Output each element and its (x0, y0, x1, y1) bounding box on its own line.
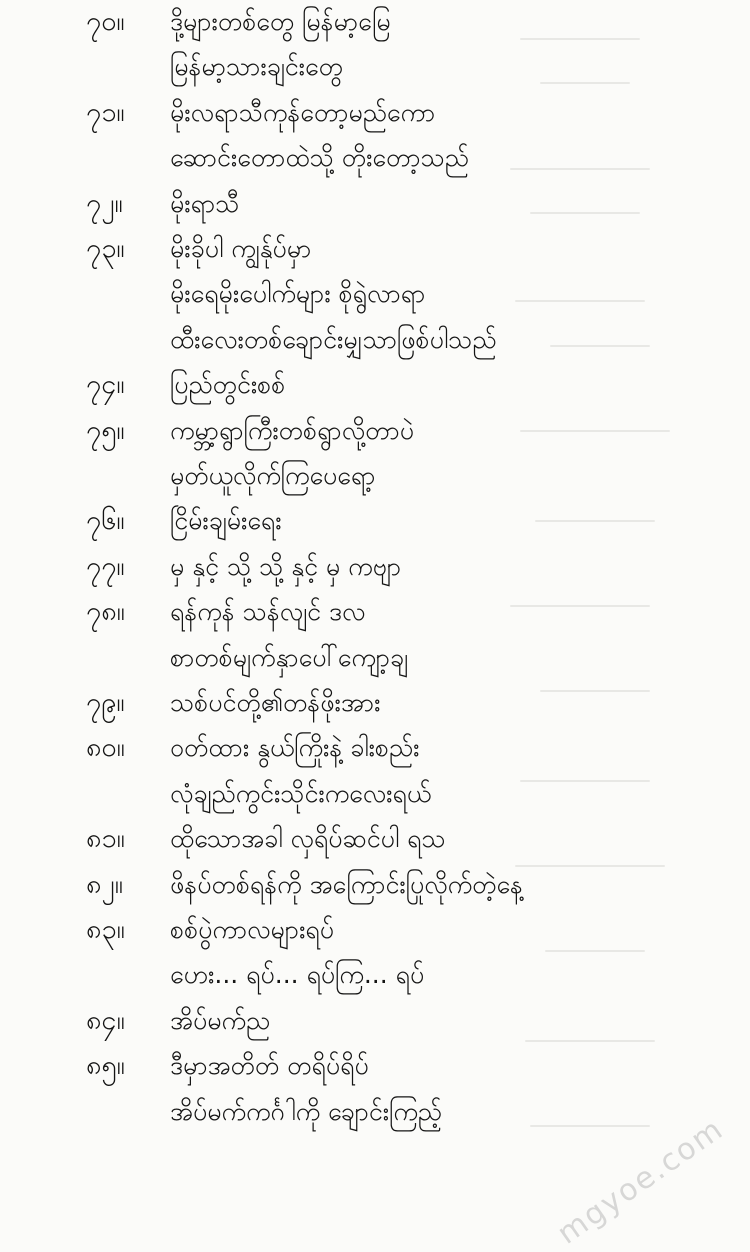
entry-title-line: မှ နှင့် သို့ သို့ နှင့် မှ ကဗျာ (170, 551, 402, 581)
entry-number: ၇၈။ (86, 596, 125, 628)
entry-title-line: ထိုသောအခါ လှရိပ်ဆင်ပါ ရသ (170, 824, 446, 854)
entry-number: ၈၃။ (86, 914, 125, 945)
watermark: mgyoe.com (550, 1111, 730, 1252)
entry-title-line: အိပ်မက်ည (170, 1005, 271, 1035)
entry-title-line: မိုးရာသီ (170, 188, 240, 218)
entry-title-line: သစ်ပင်တို့၏တန်ဖိုးအား (170, 688, 381, 717)
entry-number: ၇၇။ (86, 550, 125, 582)
entry-title-line: ဝတ်ထား နွယ်ကြိုးနဲ့ ခါးစည်း (170, 733, 420, 763)
entry-number: ၇၁။ (86, 96, 125, 128)
entry-title-line: မိုးရေမိုးပေါက်များ စိုရွဲလာရာ (170, 279, 426, 309)
entry-title-line: စစ်ပွဲကာလများရပ် (170, 915, 335, 944)
entry-number: ၈၀။ (86, 732, 125, 764)
entry-number: ၈၁။ (86, 823, 125, 855)
entry-title-line: လုံချည်ကွင်းသိုင်းကလေးရယ် (170, 778, 432, 808)
entry-title-line: မှတ်ယူလိုက်ကြပေရော့ (170, 461, 376, 490)
entry-title-line: ဖိနပ်တစ်ရန်ကို အကြောင်းပြုလိုက်တဲ့နေ့ (170, 869, 523, 899)
entry-title-line: အိပ်မက်ကင်္ဂါကို ချောင်းကြည့် (170, 1096, 442, 1126)
entry-title-line: ပြည်တွင်းစစ် (170, 370, 286, 400)
entry-number: ၈၅။ (86, 1050, 125, 1082)
entry-number: ၇၉။ (86, 687, 125, 718)
entry-title-line: ထီးလေးတစ်ချောင်းမျှသာဖြစ်ပါသည် (170, 324, 497, 354)
entry-title-line: မိုးခိုပါ ကျွန်ုပ်မှာ (170, 234, 312, 263)
entry-number: ၈၄။ (86, 1004, 125, 1036)
entry-number: ၇၅။ (86, 414, 125, 446)
entry-number: ၇၃။ (86, 233, 125, 264)
entry-title-line: ဒီမှာအတိတ် တရိပ်ရိပ် (170, 1051, 369, 1081)
entry-number: ၇၆။ (86, 505, 125, 537)
entry-number: ၈၂။ (86, 868, 123, 900)
entry-title-line: ငြိမ်းချမ်းရေး (170, 506, 282, 536)
entry-title-line: ကမ္ဘာ့ရွာကြီးတစ်ရွာလို့တာပဲ (170, 415, 415, 445)
entry-number: ၇၀။ (86, 6, 125, 37)
entry-number: ၇၄။ (86, 369, 125, 401)
entry-title-line: ရန်ကုန် သန်လျင် ဒလ (170, 597, 366, 627)
entry-number: ၇၂။ (86, 187, 123, 219)
entry-title-line: ဆောင်းတောထဲသို့ တိုးတော့သည် (170, 143, 469, 173)
entry-title-line: မြန်မာ့သားချင်းတွေ (170, 52, 343, 82)
entry-title-line: မိုးလရာသီကုန်တော့မည်ကော (170, 97, 436, 127)
entry-title-line: ဒို့များတစ်တွေ မြန်မာ့မြေ (170, 7, 391, 36)
entry-title-line: စာတစ်မျက်နှာပေါ်ကျော့ချ (170, 642, 409, 672)
entry-title-line: ဟေး... ရပ်... ရပ်ကြ... ရပ် (170, 960, 425, 990)
